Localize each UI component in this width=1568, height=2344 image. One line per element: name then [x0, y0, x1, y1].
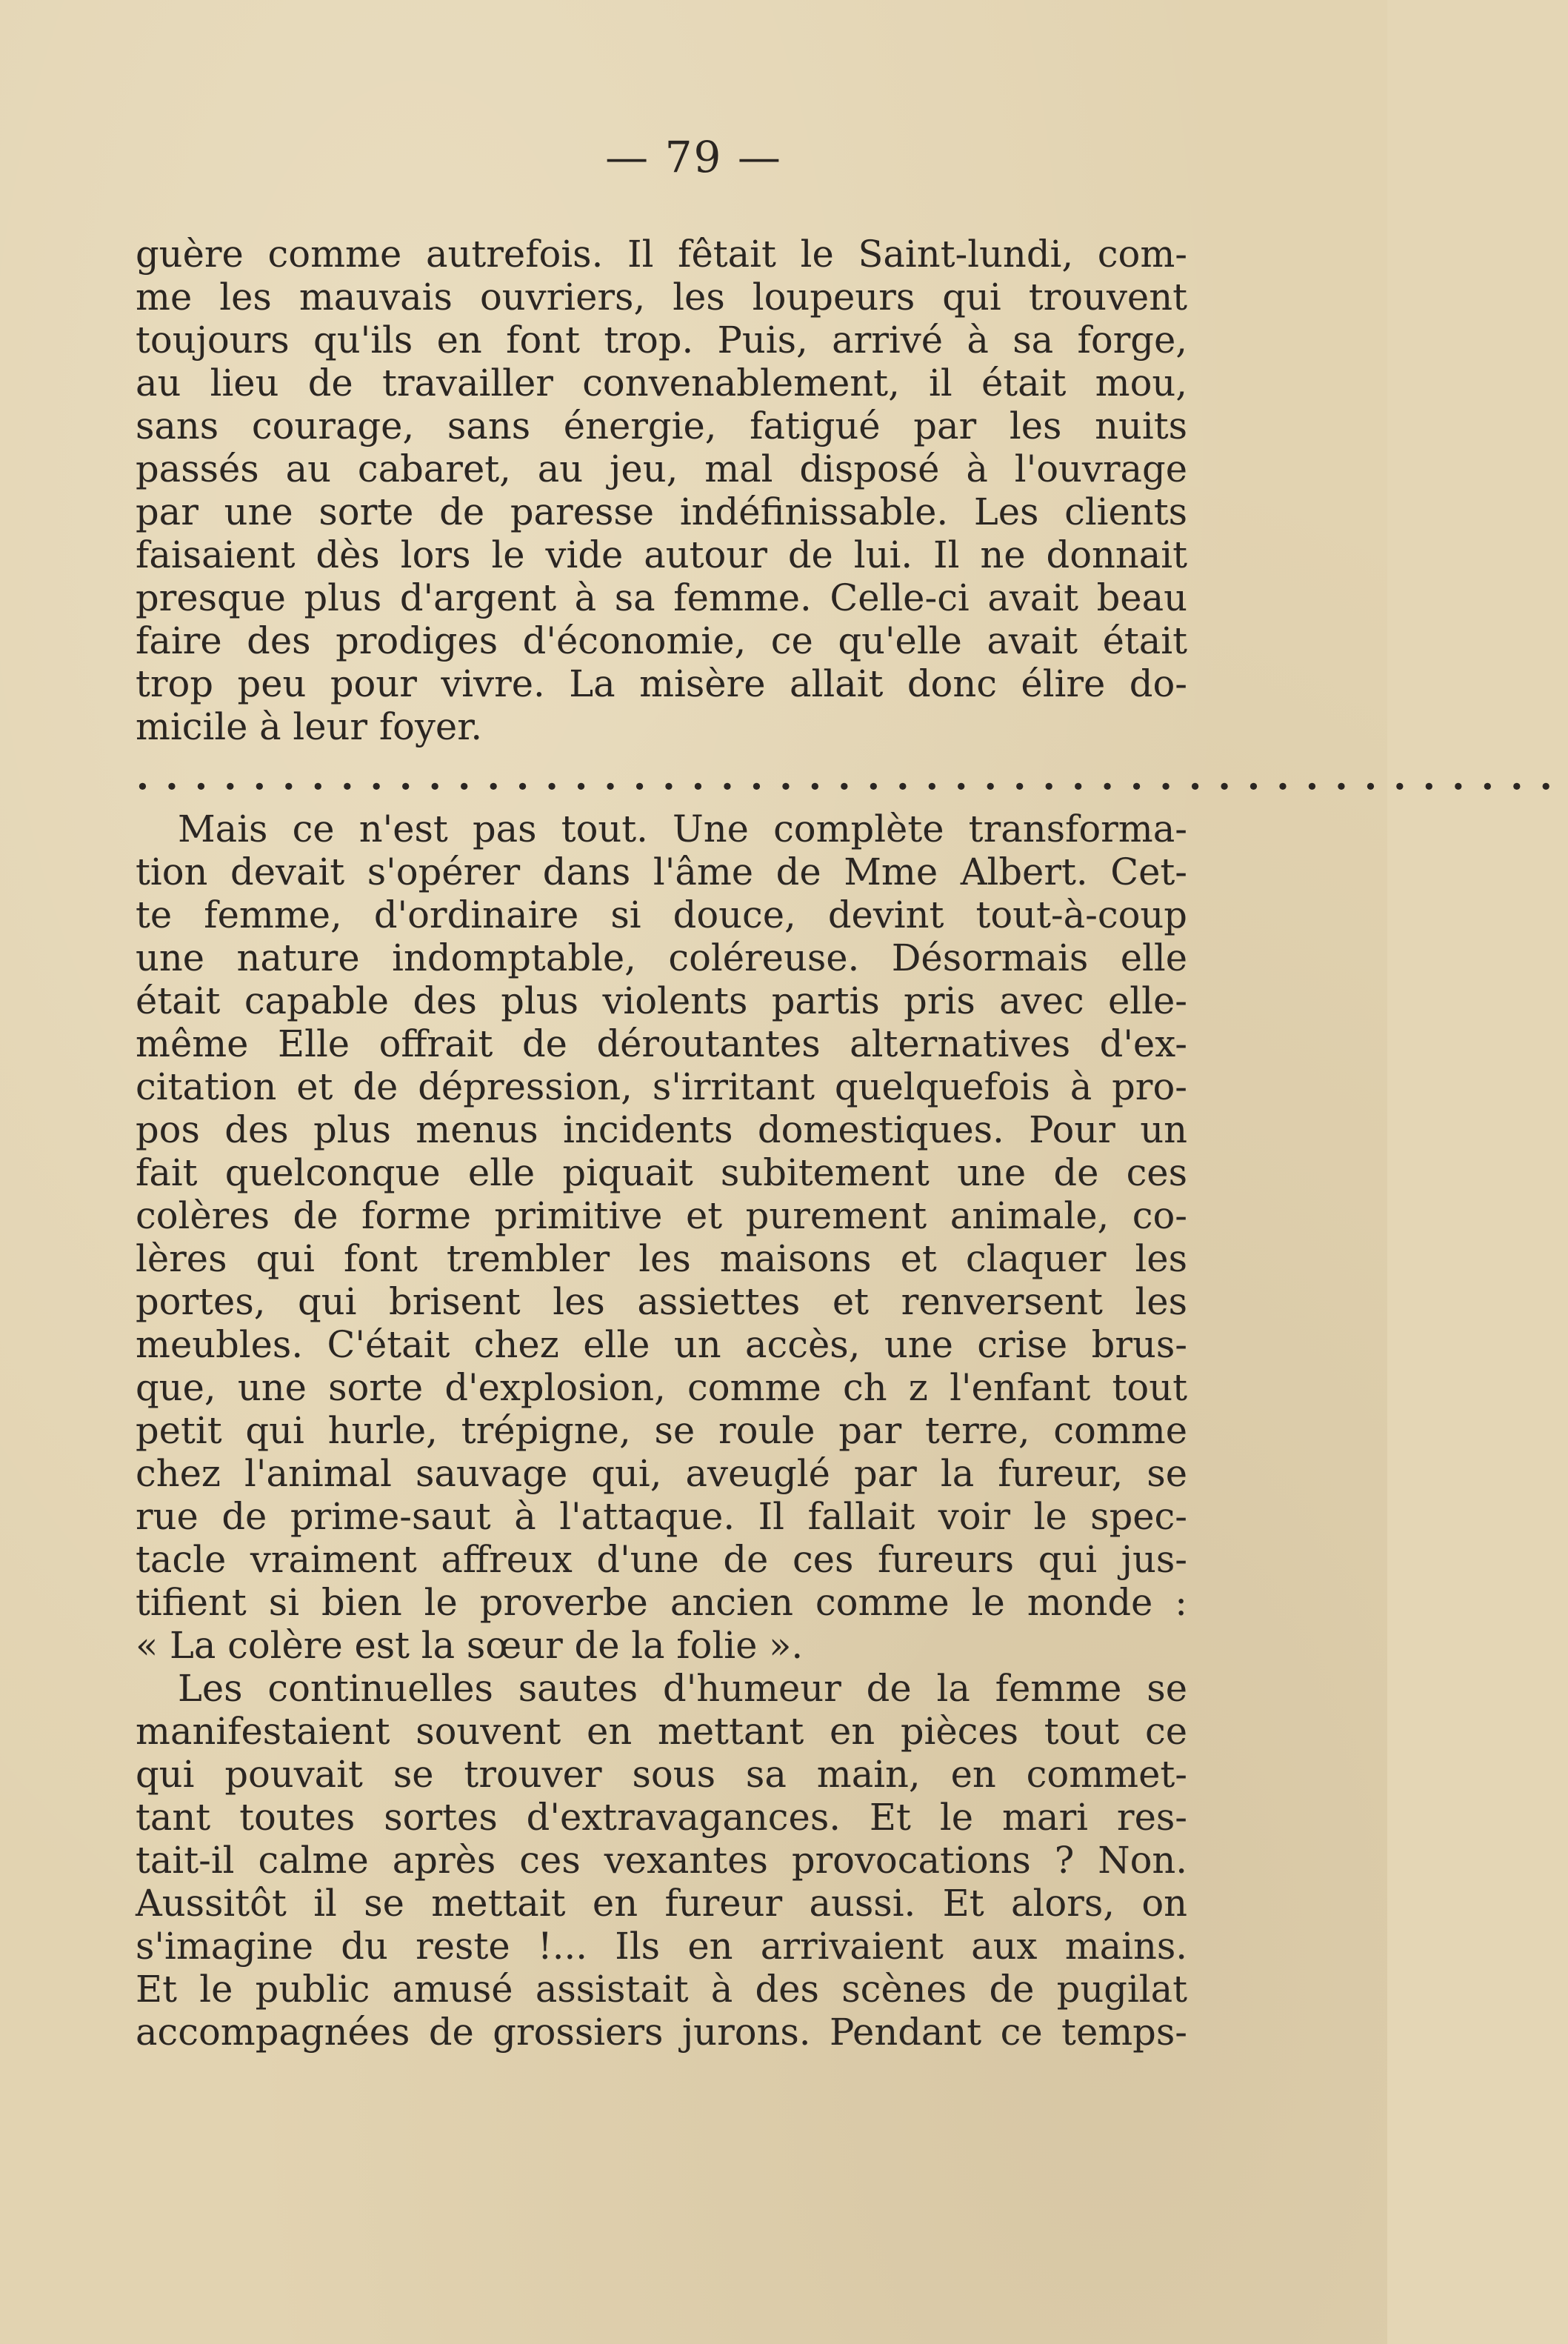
text-line: au lieu de travailler convenablement, il était mou, — [136, 362, 1187, 404]
text-line: fait quelconque elle piquait subitement une de ces — [136, 1151, 1187, 1194]
text-line: chez l'animal sauvage qui, aveuglé par la fureur, se — [136, 1452, 1187, 1495]
text-line: tion devait s'opérer dans l'âme de Mme Albert. Cet- — [136, 850, 1187, 893]
text-line: colères de forme primitive et purement animale, co- — [136, 1194, 1187, 1237]
text-line: portes, qui brisent les assiettes et renversent les — [136, 1280, 1187, 1323]
text-line: tant toutes sortes d'extravagances. Et le mari res- — [136, 1796, 1187, 1839]
text-line: Mais ce n'est pas tout. Une complète transforma- — [178, 808, 1187, 850]
text-line: guère comme autrefois. Il fêtait le Saint-lundi, com- — [136, 233, 1187, 276]
text-line: faire des prodiges d'économie, ce qu'elle avait était — [136, 619, 1187, 662]
text-line: par une sorte de paresse indéfinissable. Les clients — [136, 490, 1187, 533]
text-line: lères qui font trembler les maisons et claquer les — [136, 1237, 1187, 1280]
text-line: meubles. C'était chez elle un accès, une crise brus- — [136, 1323, 1187, 1366]
text-line: Aussitôt il se mettait en fureur aussi. Et alors, on — [136, 1882, 1187, 1925]
text-line: Les continuelles sautes d'humeur de la femme se — [178, 1667, 1187, 1710]
text-line: me les mauvais ouvriers, les loupeurs qui trouvent — [136, 276, 1187, 319]
text-line: qui pouvait se trouver sous sa main, en commet- — [136, 1753, 1187, 1796]
text-line: « La colère est la sœur de la folie ». — [136, 1624, 804, 1667]
page-number: — 79 — — [605, 132, 782, 182]
text-line: sans courage, sans énergie, fatigué par les nuits — [136, 404, 1187, 447]
text-line: même Elle offrait de déroutantes alternatives d'ex- — [136, 1022, 1187, 1065]
text-line: une nature indomptable, coléreuse. Désormais elle — [136, 936, 1187, 979]
text-line: passés au cabaret, au jeu, mal disposé à l'ouvrage — [136, 447, 1187, 490]
text-line: accompagnées de grossiers jurons. Pendant ce temps- — [136, 2011, 1187, 2054]
text-line: faisaient dès lors le vide autour de lui. Il ne donnait — [136, 533, 1187, 576]
text-line: rue de prime-saut à l'attaque. Il fallait voir le spec- — [136, 1495, 1187, 1538]
text-line: presque plus d'argent à sa femme. Celle-ci avait beau — [136, 576, 1187, 619]
text-line: que, une sorte d'explosion, comme ch z l'enfant tout — [136, 1366, 1187, 1409]
text-line: tifient si bien le proverbe ancien comme le monde : — [136, 1581, 1187, 1624]
text-line: tacle vraiment affreux d'une de ces fureurs qui jus- — [136, 1538, 1187, 1581]
text-line: s'imagine du reste !... Ils en arrivaient aux mains. — [136, 1925, 1187, 1968]
text-line: manifestaient souvent en mettant en pièces tout ce — [136, 1710, 1187, 1753]
text-line: toujours qu'ils en font trop. Puis, arrivé à sa forge, — [136, 319, 1187, 362]
text-line: te femme, d'ordinaire si douce, devint tout-à-coup — [136, 893, 1187, 936]
text-line: Et le public amusé assistait à des scènes de pugilat — [136, 1968, 1187, 2011]
text-line: micile à leur foyer. — [136, 705, 483, 748]
text-line: pos des plus menus incidents domestiques. Pour un — [136, 1108, 1187, 1151]
text-line: petit qui hurle, trépigne, se roule par terre, comme — [136, 1409, 1187, 1452]
separator-dots: ••••••••••••••••••••••••••••••••••••••••••••••••• — [136, 773, 1568, 801]
text-line: trop peu pour vivre. La misère allait donc élire do- — [136, 662, 1187, 705]
text-line: citation et de dépression, s'irritant quelquefois à pro- — [136, 1065, 1187, 1108]
text-line: était capable des plus violents partis pris avec elle- — [136, 979, 1187, 1022]
text-line: tait-il calme après ces vexantes provocations ? Non. — [136, 1839, 1187, 1882]
